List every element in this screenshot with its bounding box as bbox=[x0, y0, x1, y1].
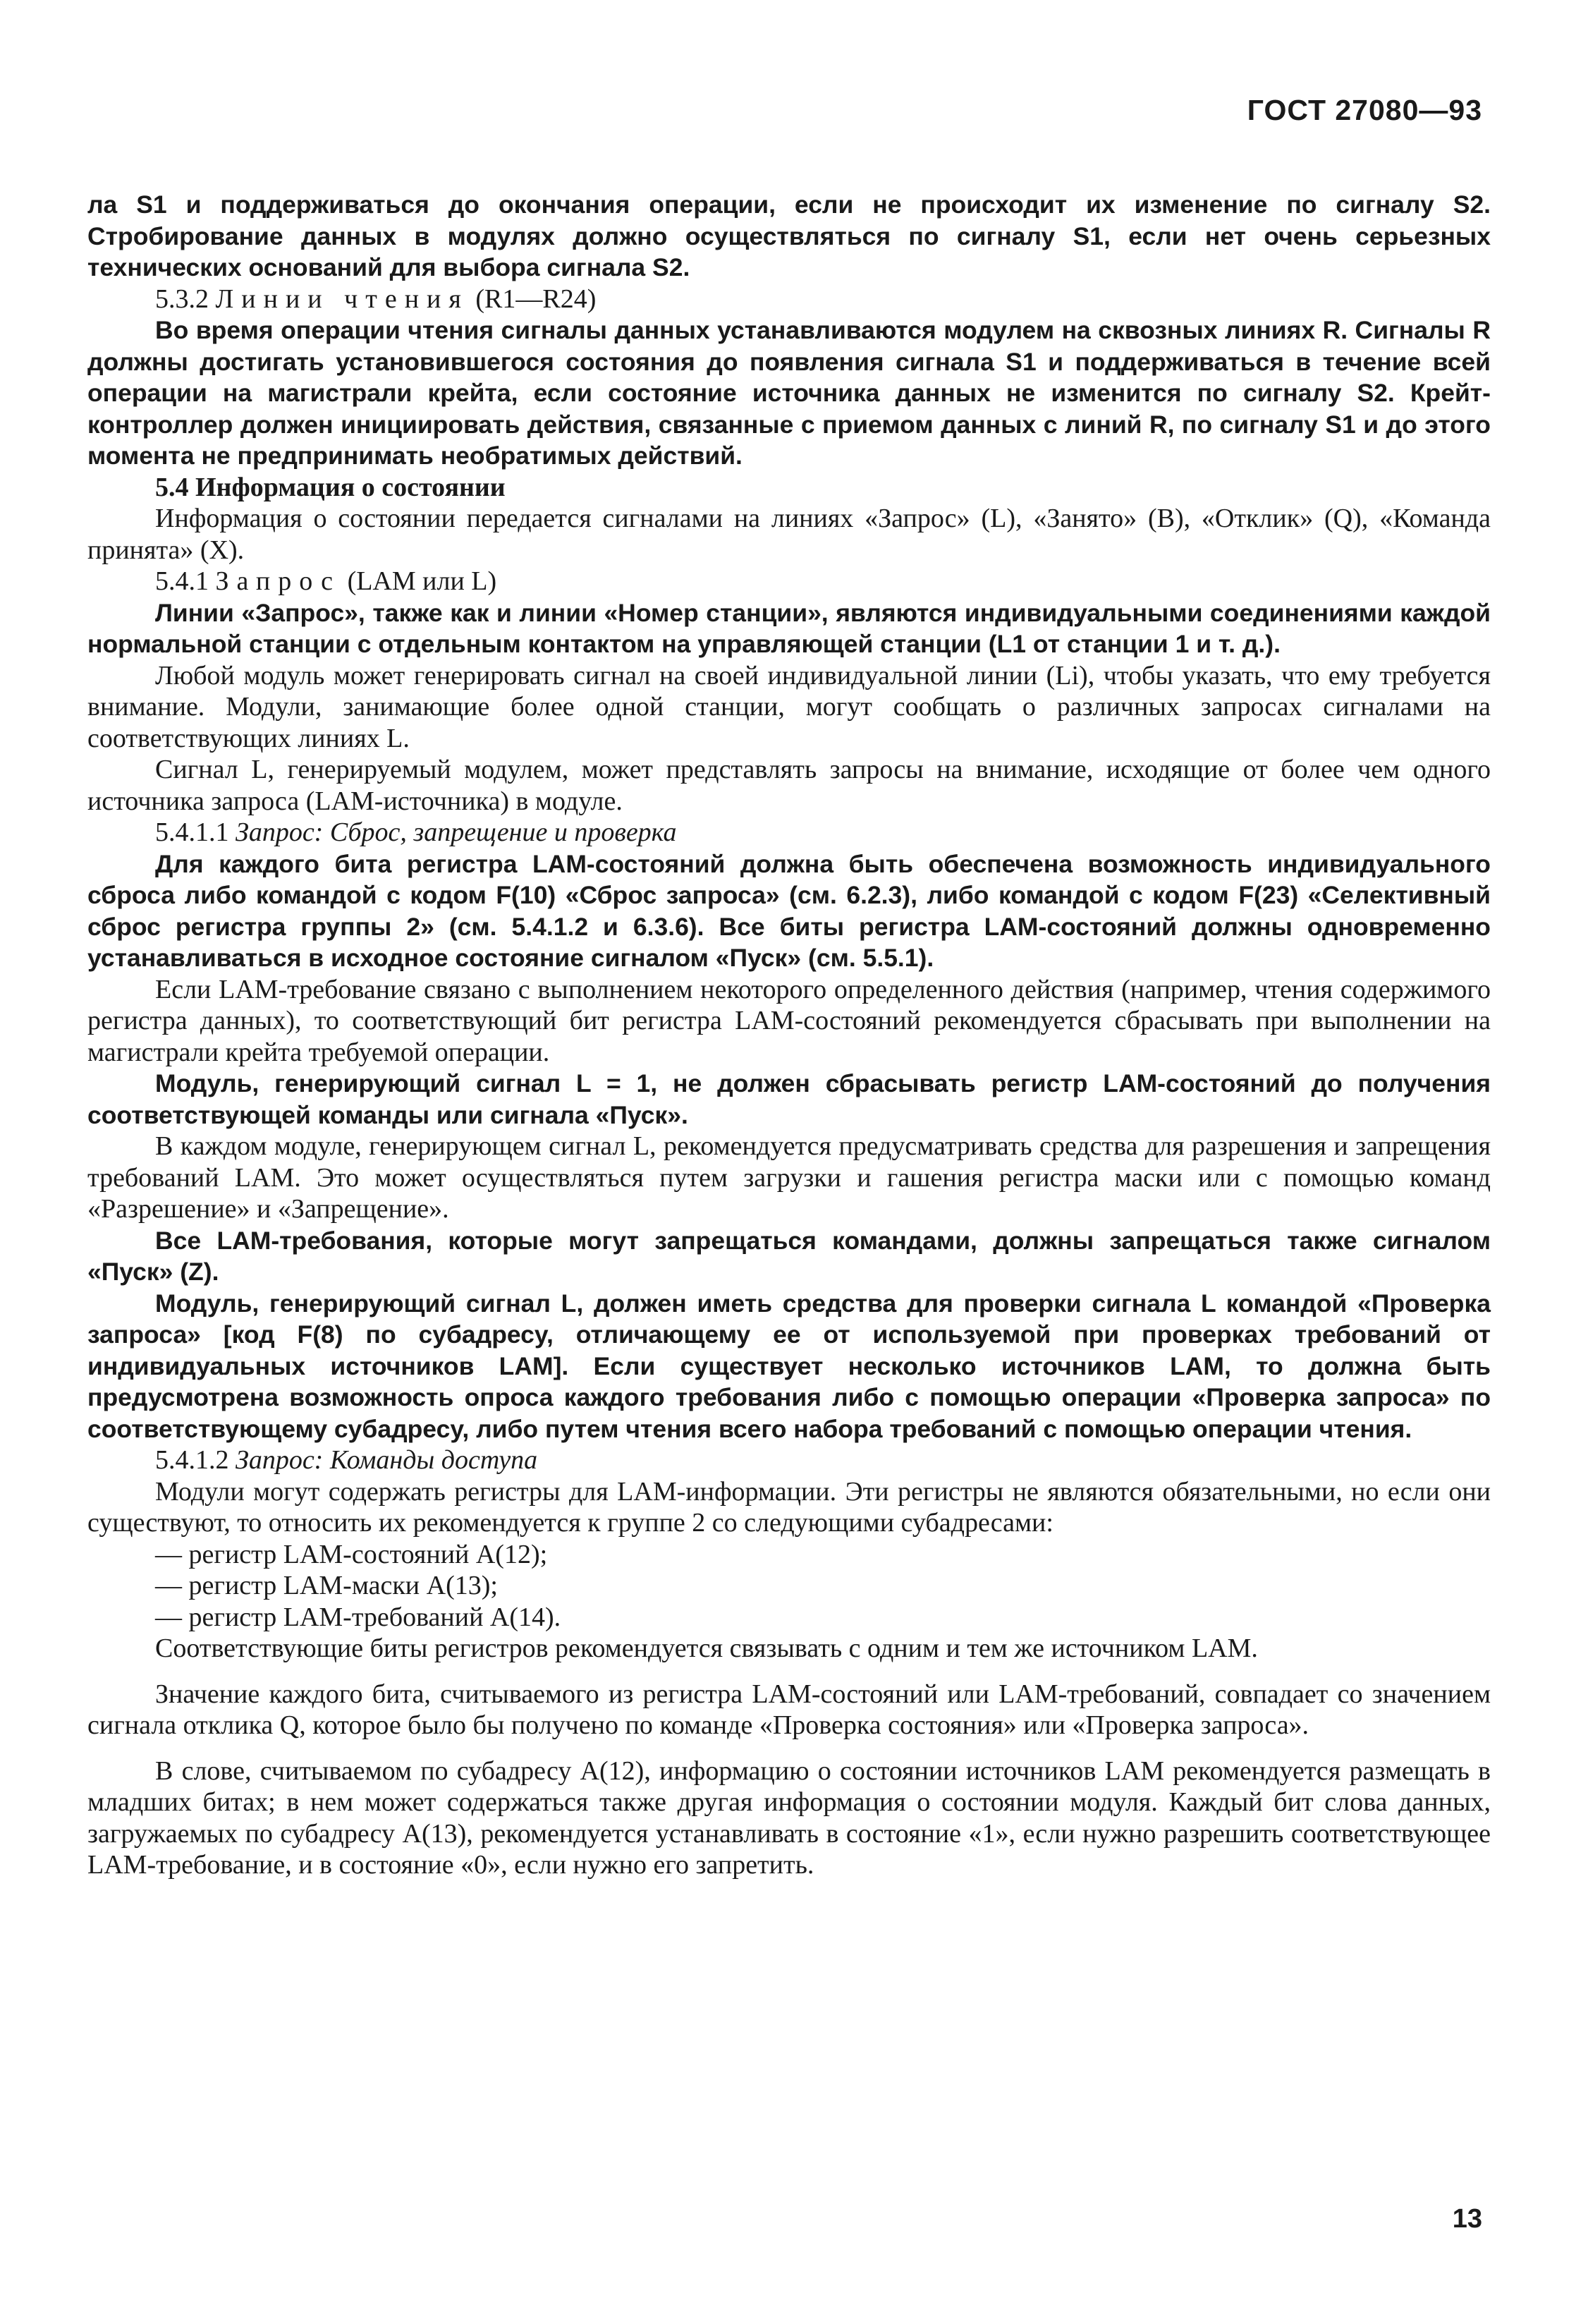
paragraph: Значение каждого бита, считываемого из регистра LAM-состояний или LAM-требований, совпадает со значением сигнала отклика Q, которое было бы получено по команде «Проверка состояния» или «Проверка запроса». bbox=[87, 1679, 1491, 1740]
section-heading-5-4-1: 5.4.1 Запрос (LAM или L) bbox=[155, 566, 497, 596]
paragraph: Линии «Запрос», также как и линии «Номер станции», являются индивидуальными соединениями каждой нормальной станции с отдельным контактом на управляющей станции (L1 от станции 1 и т. д.). bbox=[87, 598, 1491, 658]
paragraph: В каждом модуле, генерирующем сигнал L, рекомендуется предусматривать средства для разрешения и запрещения требований LAM. Это может осуществляться путем загрузки и гашения регистра маски или с помощью команд «Разрешение» и «Запрещение». bbox=[87, 1131, 1491, 1224]
paragraph: Модуль, генерирующий сигнал L, должен иметь средства для проверки сигнала L командой «Проверка запроса» [код F(8) по субадресу, отличающему ее от используемой при проверках требований от индивидуальных источников LAM]. Если существует несколько источников LAM, то должна быть предусмотрена возможность опроса каждого требования либо с помощью операции «Проверка запроса» по соответствующему субадресу, либо путем чтения всего набора требований с помощью операции чтения. bbox=[87, 1289, 1491, 1443]
standard-header: ГОСТ 27080—93 bbox=[1247, 94, 1482, 126]
paragraph: Модуль, генерирующий сигнал L = 1, не должен сбрасывать регистр LAM-состояний до получения соответствующей команды или сигнала «Пуск». bbox=[87, 1069, 1491, 1129]
paragraph: Если LAM-требование связано с выполнением некоторого определенного действия (например, чтения содержимого регистра данных), то соответствующий бит регистра LAM-состояний рекомендуется сбрасывать при выполнении на магистрали крейта требуемой операции. bbox=[87, 974, 1491, 1067]
paragraph: Информация о состоянии передается сигналами на линиях «Запрос» (L), «Занято» (В), «Отклик» (Q), «Команда принята» (X). bbox=[87, 504, 1491, 565]
document-body bbox=[87, 189, 1491, 1881]
section-heading-5-4-1-2: 5.4.1.2 Запрос: Команды доступа bbox=[155, 1445, 538, 1475]
paragraph: Во время операции чтения сигналы данных устанавливаются модулем на сквозных линиях R. Сигналы R должны достигать установившегося состояния до появления сигнала S1 и поддерживаться в течение всей операции на магистрали крейта, если состояние источника данных не изменится по сигналу S2. Крейт-контроллер должен инициировать действия, связанные с приемом данных с линий R, по сигналу S1 и до этого момента не предпринимать необратимых действий. bbox=[87, 316, 1491, 470]
paragraph: Все LAM-требования, которые могут запрещаться командами, должны запрещаться также сигналом «Пуск» (Z). bbox=[87, 1226, 1491, 1286]
paragraph: Сигнал L, генерируемый модулем, может представлять запросы на внимание, исходящие от более чем одного источника запроса (LAM-источника) в модуле. bbox=[87, 755, 1491, 816]
paragraph: Для каждого бита регистра LAM-состояний должна быть обеспечена возможность индивидуального сброса либо командой с кодом F(10) «Сброс запроса» (см. 6.2.3), либо командой с кодом F(23) «Селективный сброс регистра группы 2» (см. 5.4.1.2 и 6.3.6). Все биты регистра LAM-состояний должны одновременно устанавливаться в исходное состояние сигналом «Пуск» (см. 5.5.1). bbox=[87, 849, 1491, 972]
paragraph: Любой модуль может генерировать сигнал на своей индивидуальной линии (Li), чтобы указать, что ему требуется внимание. Модули, занимающие более одной станции, могут сообщать о различных запросах сигналами на соответствующих линиях L. bbox=[87, 660, 1491, 753]
page-number: 13 bbox=[1452, 2204, 1482, 2234]
paragraph: Соответствующие биты регистров рекомендуется связывать с одним и тем же источником LAM. bbox=[155, 1634, 1258, 1663]
section-heading-5-4-1-1: 5.4.1.1 Запрос: Сброс, запрещение и проверка bbox=[155, 817, 677, 847]
list-item: — регистр LAM-маски А(13); bbox=[155, 1571, 498, 1600]
section-heading-5-4: 5.4 Информация о состоянии bbox=[155, 472, 506, 502]
paragraph: В слове, считываемом по субадресу А(12), информацию о состоянии источников LAM рекомендуется размещать в младших битах; в нем может содержаться также другая информация о состоянии модуля. Каждый бит слова данных, загружаемых по субадресу А(13), рекомендуется устанавливать в состояние «1», если нужно разрешить соответствующее LAM-требование, и в состояние «0», если нужно его запретить. bbox=[87, 1756, 1491, 1880]
list-item: — регистр LAM-требований А(14). bbox=[155, 1602, 561, 1632]
list-item: — регистр LAM-состояний А(12); bbox=[155, 1539, 548, 1569]
paragraph: Модули могут содержать регистры для LAM-информации. Эти регистры не являются обязательными, но если они существуют, то относить их рекомендуется к группе 2 со следующими субадресами: bbox=[87, 1476, 1491, 1538]
section-heading-5-3-2: 5.3.2 Линии чтения (R1—R24) bbox=[155, 284, 597, 314]
paragraph: ла S1 и поддерживаться до окончания операции, если не происходит их изменение по сигналу S2. Стробирование данных в модулях должно осуществляться по сигналу S1, если нет очень серьезных технических оснований для выбора сигнала S2. bbox=[87, 190, 1491, 281]
